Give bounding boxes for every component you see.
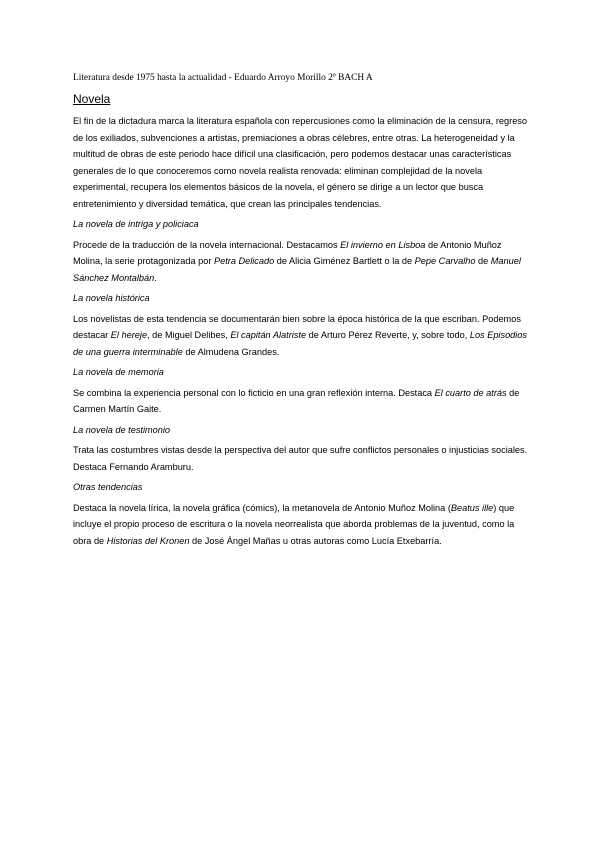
text-run: Los novelistas de esta tendencia se documentarán bien sobre la época histórica de la que escriban. Podemos destacar (73, 313, 521, 340)
subsection-heading: Otras tendencias (73, 482, 143, 492)
document-header: Literatura desde 1975 hasta la actualidad - Eduardo Arroyo Morillo 2º BACH A (73, 73, 373, 83)
section-title: Novela (73, 92, 111, 106)
text-run: ) que incluye el propio proceso de escritura o la novela neorrealista que aborda problemas de la juventud, como la obra de (73, 502, 515, 546)
subsection-paragraph (73, 500, 533, 550)
subsection-heading: La novela de intriga y policiaca (73, 219, 199, 229)
work-title: El invierno en Lisboa (340, 239, 426, 250)
work-title: El cuarto de atrás (434, 387, 507, 398)
subsection-heading: La novela histórica (73, 293, 150, 303)
text-run: . (154, 272, 157, 283)
text-run: de José Ángel Mañas u otras autoras como Lucía Etxebarría. (189, 535, 442, 546)
text-run: Procede de la traducción de la novela internacional. Destacamos (73, 239, 341, 250)
text-run: de Antonio Muñoz Molina, la serie protagonizada por (73, 239, 502, 266)
text-run: de Carmen Martín Gaite. (73, 387, 520, 414)
work-title: Historias del Kronen (106, 535, 190, 546)
text-run: de Arturo Pérez Reverte, y, sobre todo, (306, 330, 470, 340)
work-title: Pepe Carvalho (414, 256, 476, 266)
subsection-paragraph (73, 385, 533, 418)
work-title: Petra Delicado (213, 256, 275, 266)
text-run: de Almudena Grandes. (182, 346, 280, 357)
text-run: de (475, 256, 491, 266)
text-run: Trata las costumbres vistas desde la perspectiva del autor que sufre conflictos personales o injusticias sociales. Destaca Fernando Aramburu. (73, 445, 528, 472)
work-title: Manuel Sánchez Montalbán (73, 256, 521, 283)
work-title: El capitán Alatriste (230, 330, 307, 340)
subsection-heading: La novela de testimonio (73, 424, 171, 435)
subsection-paragraph (73, 237, 533, 287)
text-run: , de Miguel Delibes, (147, 330, 231, 340)
subsection-heading: La novela de memoria (73, 367, 164, 377)
subsection-paragraph (73, 311, 533, 361)
work-title: Beatus ille (450, 502, 494, 513)
intro-paragraph: El fin de la dictadura marca la literatura española con repercusiones como la eliminación de la censura, regreso de los exiliados, subvenciones a artistas, premiaciones a obras célebres, entre otras. La heterogeneidad y la multitud de obras de este periodo hace difícil una clasificación, pero podemos destacar unas características generales de lo que conoceremos como novela realista renovada: eliminan complejidad de la novela experimental, recupera los elementos básicos de la novela, el género se dirige a un lector que busca entretenimiento y diversidad temática, que crean las principales tendencias. (73, 116, 528, 209)
text-run: Destaca la novela lírica, la novela gráfica (cómics), la metanovela de Antonio Muñoz Molina ( (73, 502, 451, 513)
text-run: Se combina la experiencia personal con lo ficticio en una gran reflexión interna. Destaca (73, 387, 435, 398)
document-page (73, 72, 533, 553)
work-title: Los Episodios de una guerra interminable (73, 330, 528, 357)
subsection-paragraph (73, 442, 533, 475)
text-run: de Alicia Giménez Bartlett o la de (274, 256, 415, 266)
subsections (73, 216, 533, 549)
work-title: El hereje (110, 330, 148, 340)
